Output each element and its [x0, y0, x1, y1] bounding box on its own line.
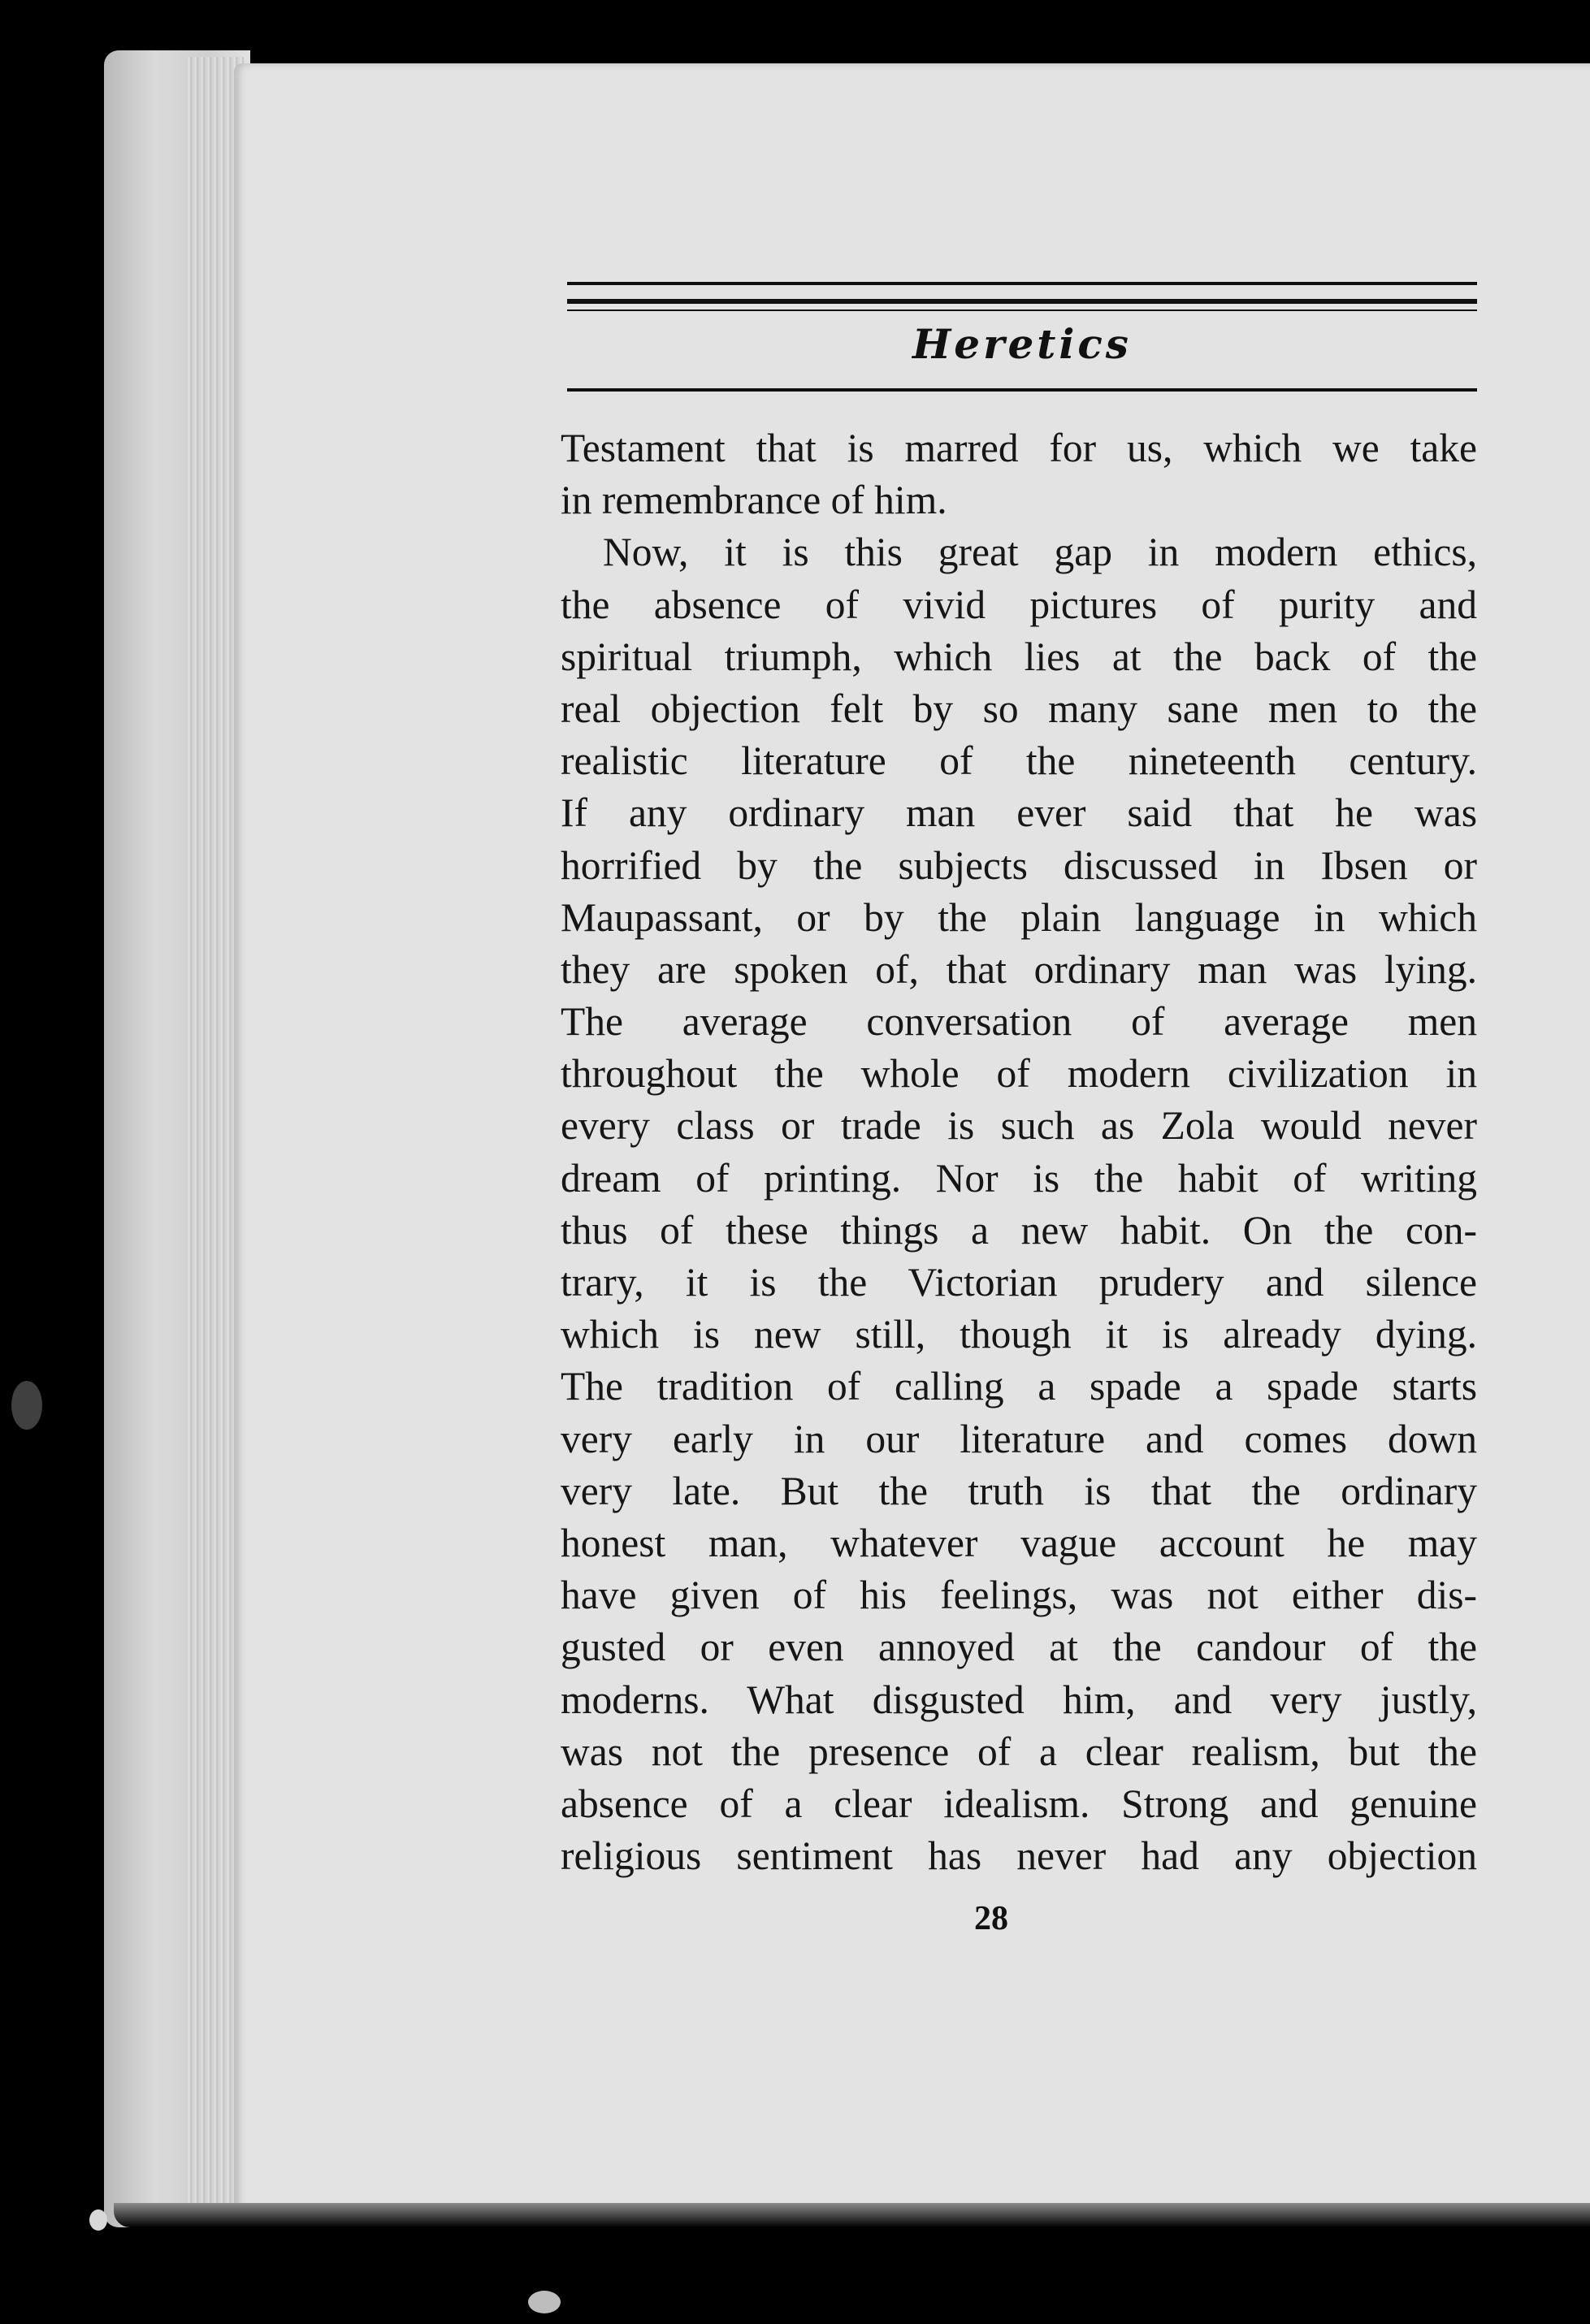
- text-line: Now, it is this great gap in modern ethics,: [603, 530, 1477, 575]
- text-line: realistic literature of the nineteenth century.: [561, 738, 1477, 784]
- dust-speck: [528, 2291, 561, 2313]
- text-line: dream of printing. Nor is the habit of writing: [561, 1155, 1477, 1201]
- text-line: honest man, whatever vague account he may: [561, 1520, 1477, 1565]
- text-line: trary, it is the Victorian prudery and silence: [561, 1260, 1477, 1305]
- text-line: throughout the whole of modern civilization in: [561, 1051, 1477, 1097]
- page-bottom-shadow: [114, 2203, 1590, 2227]
- text-line: gusted or even annoyed at the candour of the: [561, 1625, 1477, 1670]
- text-line: Maupassant, or by the plain language in which: [561, 894, 1477, 940]
- text-line: real objection felt by so many sane men to the: [561, 686, 1477, 731]
- text-line: in remembrance of him.: [561, 478, 947, 523]
- text-line: was not the presence of a clear realism, but the: [561, 1729, 1477, 1774]
- header-rule-top: [567, 282, 1477, 285]
- dust-speck: [89, 2209, 107, 2231]
- dust-speck: [11, 1381, 42, 1430]
- text-line: thus of these things a new habit. On the con-: [561, 1207, 1477, 1253]
- text-line: they are spoken of, that ordinary man was lying.: [561, 946, 1477, 992]
- text-line: absence of a clear idealism. Strong and genuine: [561, 1781, 1477, 1826]
- text-line: horrified by the subjects discussed in Ibsen or: [561, 842, 1477, 888]
- text-line: have given of his feelings, was not either dis-: [561, 1573, 1477, 1618]
- text-line: the absence of vivid pictures of purity and: [561, 582, 1477, 627]
- text-line: religious sentiment has never had any objection: [561, 1833, 1477, 1879]
- text-line: spiritual triumph, which lies at the back of the: [561, 634, 1477, 679]
- page-number: 28: [974, 1900, 1008, 1937]
- header-rule-thick: [567, 299, 1477, 304]
- text-line: The tradition of calling a spade a spade starts: [561, 1364, 1477, 1409]
- text-line: every class or trade is such as Zola would never: [561, 1103, 1477, 1149]
- text-line: which is new still, though it is already dying.: [561, 1312, 1477, 1357]
- text-line: very early in our literature and comes down: [561, 1416, 1477, 1461]
- text-line: The average conversation of average men: [561, 999, 1477, 1045]
- running-head: Heretics: [912, 320, 1132, 368]
- header-rule-bottom: [567, 388, 1477, 392]
- text-line: If any ordinary man ever said that he was: [561, 790, 1477, 836]
- text-line: very late. But the truth is that the ordinary: [561, 1468, 1477, 1513]
- text-line: Testament that is marred for us, which we take: [561, 426, 1477, 470]
- text-line: moderns. What disgusted him, and very justly,: [561, 1677, 1477, 1722]
- body-text: [561, 422, 1477, 1882]
- header-rule-thin: [567, 309, 1477, 311]
